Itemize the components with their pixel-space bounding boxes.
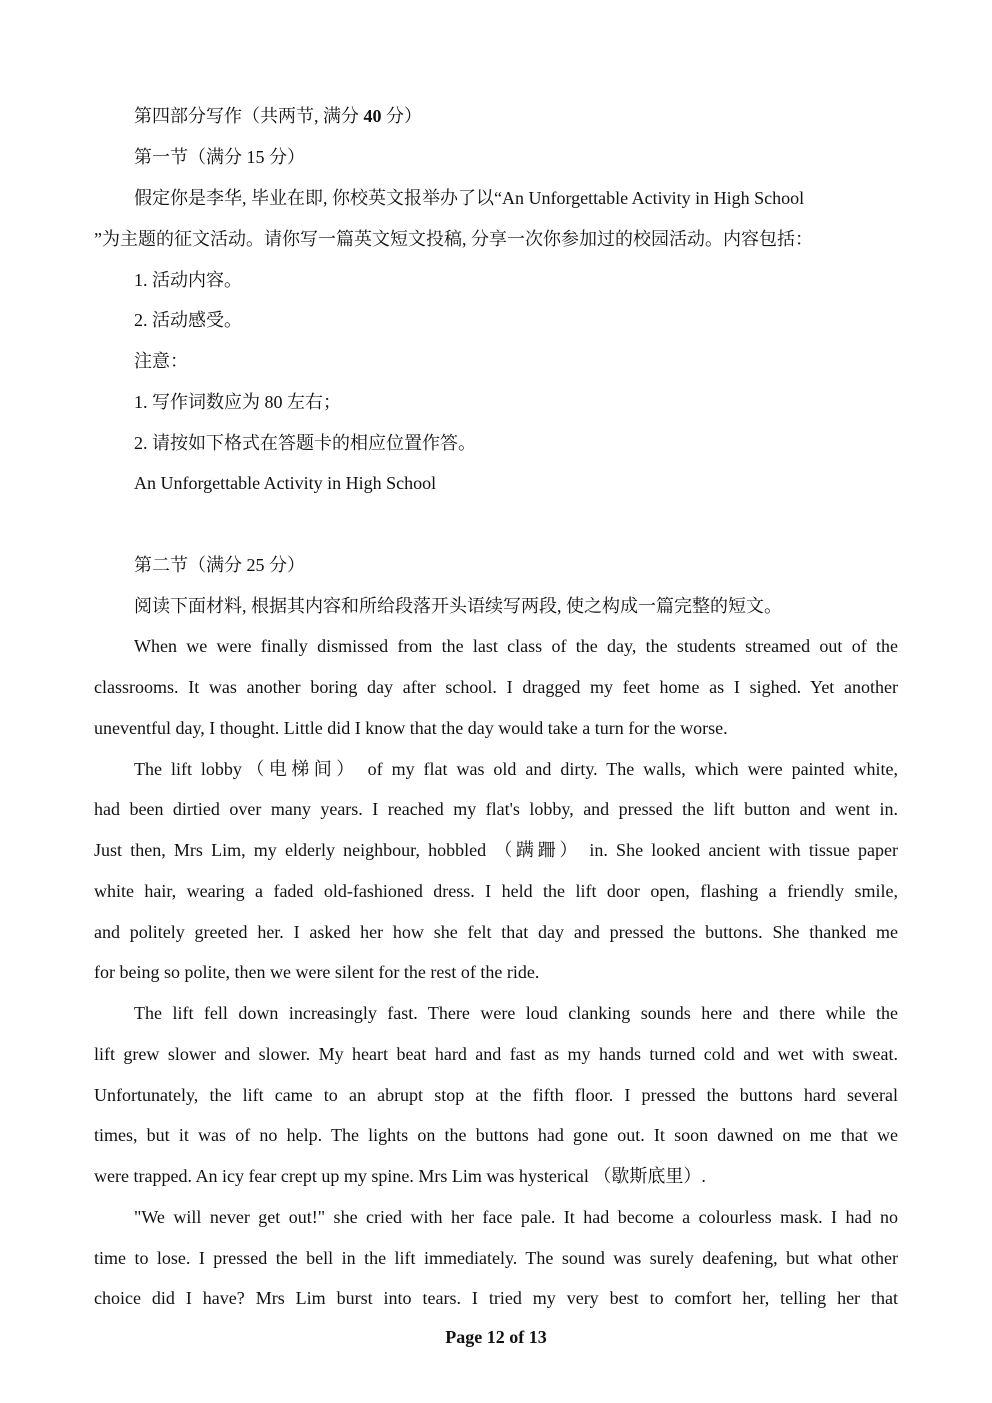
footer-total-pages: 13 — [528, 1327, 547, 1347]
passage-line: were trapped. An icy fear crept up my spine. Mrs Lim was hysterical （歇斯底里）. — [94, 1166, 706, 1186]
passage-line: and politely greeted her. I asked her how she felt that day and pressed the buttons. She thanked me — [94, 922, 898, 942]
part4-heading-score: 40 — [363, 106, 382, 126]
passage-line: time to lose. I pressed the bell in the lift immediately. The sound was surely deafening, but what other — [94, 1248, 898, 1268]
passage-line: Just then, Mrs Lim, my elderly neighbour, hobbled （蹒跚） in. She looked ancient with tissue paper — [94, 840, 898, 860]
section2-instruction: 阅读下面材料, 根据其内容和所给段落开头语续写两段, 使之构成一篇完整的短文。 — [134, 596, 782, 616]
passage-line: choice did I have? Mrs Lim burst into tears. I tried my very best to comfort her, telling her that — [94, 1288, 898, 1308]
part4-heading — [134, 104, 904, 128]
passage-line: white hair, wearing a faded old-fashioned dress. I held the lift door open, flashing a friendly smile, — [94, 881, 898, 901]
part4-heading-prefix: 第四部分写作（共两节, 满分 — [134, 106, 364, 126]
footer-prefix: Page — [445, 1327, 487, 1347]
section1-heading: 第一节（满分 15 分） — [134, 147, 305, 167]
section1-item-1: 1. 活动内容。 — [134, 270, 242, 290]
passage-line: "We will never get out!" she cried with her face pale. It had become a colourless mask. I had no — [134, 1207, 898, 1227]
passage-line: classrooms. It was another boring day after school. I dragged my feet home as I sighed. Yet another — [94, 677, 898, 697]
section1-note-2: 2. 请按如下格式在答题卡的相应位置作答。 — [134, 433, 476, 453]
footer-current-page: 12 — [486, 1327, 505, 1347]
section1-note-1: 1. 写作词数应为 80 左右； — [134, 392, 341, 412]
passage-line: When we were finally dismissed from the last class of the day, the students streamed out of the — [134, 636, 898, 656]
passage-line: times, but it was of no help. The lights on the buttons had gone out. It soon dawned on me that we — [94, 1125, 898, 1145]
passage-line: Unfortunately, the lift came to an abrupt stop at the fifth floor. I pressed the buttons hard several — [94, 1085, 898, 1105]
footer-middle: of — [504, 1327, 529, 1347]
section1-item-2: 2. 活动感受。 — [134, 310, 242, 330]
part4-heading-suffix: 分） — [381, 106, 422, 126]
section1-note-label: 注意： — [134, 351, 188, 371]
passage-line: The lift lobby（电梯间） of my flat was old and dirty. The walls, which were painted white, — [134, 759, 898, 779]
passage-line: had been dirtied over many years. I reached my flat's lobby, and pressed the lift button and went in. — [94, 799, 898, 819]
passage-line: for being so polite, then we were silent for the rest of the ride. — [94, 962, 540, 982]
page-footer — [0, 1327, 992, 1348]
passage-line: lift grew slower and slower. My heart beat hard and fast as my hands turned cold and wet with sweat. — [94, 1044, 898, 1064]
section1-prompt-line2: ”为主题的征文活动。请你写一篇英文短文投稿, 分享一次你参加过的校园活动。内容包括： — [94, 229, 813, 249]
passage-line: The lift fell down increasingly fast. There were loud clanking sounds here and there while the — [134, 1003, 898, 1023]
section1-prompt-line1: 假定你是李华, 毕业在即, 你校英文报举办了以“An Unforgettable Activity in High School — [134, 188, 805, 208]
passage-line: uneventful day, I thought. Little did I know that the day would take a turn for the worse. — [94, 718, 728, 738]
essay-title: An Unforgettable Activity in High School — [134, 473, 437, 493]
section2-heading: 第二节（满分 25 分） — [134, 555, 305, 575]
